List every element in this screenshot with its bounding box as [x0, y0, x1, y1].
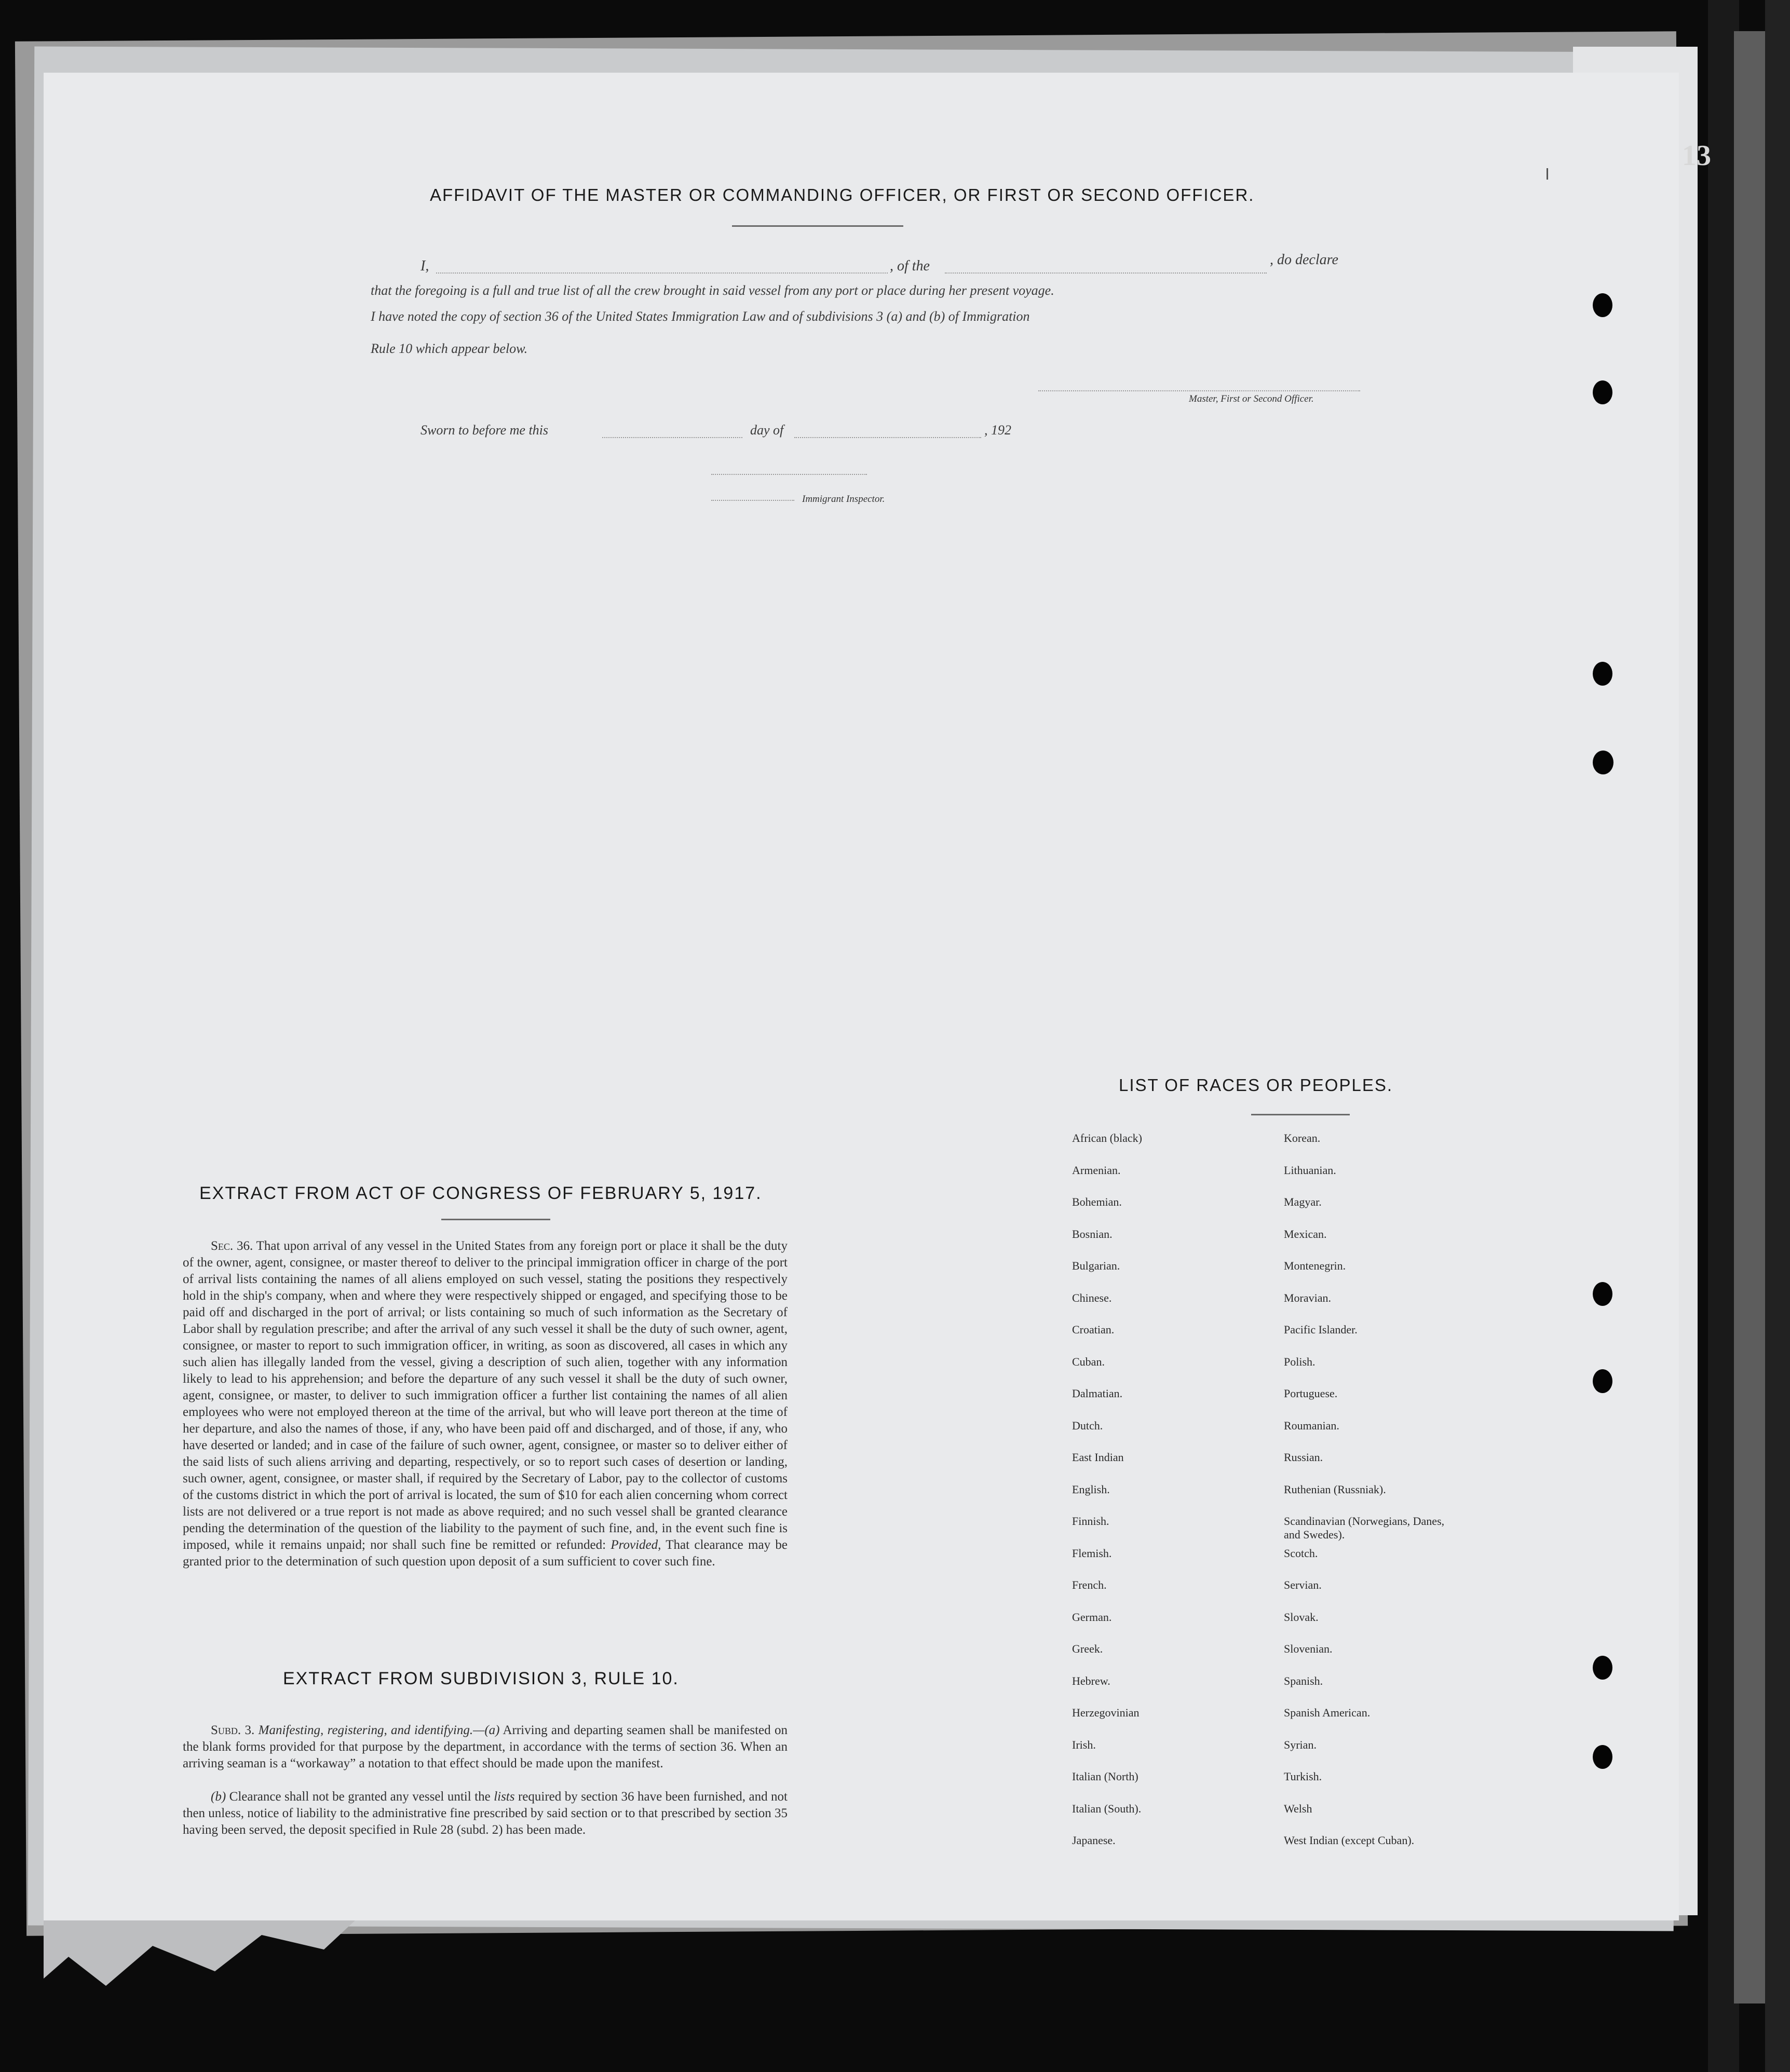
affidavit-of-the: , of the [890, 258, 930, 274]
punch-hole [1593, 751, 1613, 774]
affidavit-declare: , do declare [1270, 252, 1338, 268]
race-item: Dutch. [1072, 1419, 1103, 1432]
race-item: Russian. [1284, 1451, 1323, 1464]
punch-hole [1593, 1656, 1612, 1680]
race-item: Bulgarian. [1072, 1259, 1120, 1272]
master-caption: Master, First or Second Officer. [1189, 393, 1314, 404]
inspector-signature-blank-2[interactable] [711, 500, 794, 501]
race-item: Moravian. [1284, 1291, 1332, 1304]
name-blank[interactable] [436, 272, 888, 274]
race-item: Lithuanian. [1284, 1163, 1336, 1177]
subd-label: Subd. 3. [211, 1723, 255, 1737]
punch-hole [1593, 1369, 1612, 1393]
race-item: West Indian (except Cuban). [1284, 1834, 1415, 1847]
sworn-day-of: day of [750, 422, 784, 438]
race-item: Ruthenian (Russniak). [1284, 1482, 1386, 1496]
race-item: Scandinavian (Norwegians, Danes, and Swedes). [1284, 1515, 1445, 1541]
affidavit-body-2: I have noted the copy of section 36 of the United States Immigration Law and of subdivisions 3 (a) and (b) of Immigration [371, 309, 1030, 324]
race-item: Welsh [1284, 1802, 1312, 1815]
section-36-text [183, 1238, 788, 1570]
extract-act-rule [441, 1219, 550, 1220]
part-b-lists: lists [494, 1790, 515, 1804]
punch-hole [1593, 662, 1612, 686]
master-signature-blank[interactable] [1038, 390, 1360, 391]
race-item: English. [1072, 1482, 1110, 1496]
extract-act-title: EXTRACT FROM ACT OF CONGRESS OF FEBRUARY 5, 1917. [199, 1183, 762, 1203]
race-item: East Indian [1072, 1451, 1124, 1464]
race-item: Syrian. [1284, 1738, 1317, 1751]
race-item: Italian (South). [1072, 1802, 1142, 1815]
vessel-blank[interactable] [945, 272, 1267, 274]
race-item: Irish. [1072, 1738, 1096, 1751]
race-item: Flemish. [1072, 1546, 1112, 1560]
document-page [44, 73, 1679, 1920]
part-a-text: Arriving and departing seamen shall be manifested on the blank forms provided for that purpose by the department, in accordance with the terms of section 36. When an arriving seaman is a “workaway” a notation to that effect should be made upon the manifest. [183, 1723, 788, 1770]
race-item: Chinese. [1072, 1291, 1112, 1304]
race-item: Croatian. [1072, 1323, 1115, 1336]
extract-rule-title: EXTRACT FROM SUBDIVISION 3, RULE 10. [283, 1669, 679, 1688]
race-item: Magyar. [1284, 1195, 1322, 1208]
race-item: Greek. [1072, 1642, 1103, 1655]
sworn-day-blank[interactable] [602, 437, 742, 438]
punch-hole [1593, 1745, 1612, 1769]
race-item: Armenian. [1072, 1163, 1121, 1177]
races-title: LIST OF RACES OR PEOPLES. [1119, 1075, 1393, 1095]
race-item: Slovenian. [1284, 1642, 1333, 1655]
subd-heading: Manifesting, registering, and identifying. [258, 1723, 473, 1737]
binder-dark [1765, 0, 1790, 2072]
race-item: African (black) [1072, 1132, 1142, 1144]
sworn-month-blank[interactable] [794, 437, 981, 438]
inspector-signature-blank[interactable] [711, 474, 867, 475]
part-b-text-2: required by section 36 have been furnished, and not then unless, notice of liability to the administrative fine prescribed by said section or to that prescribed by section 35 having been served, the deposit specified in Rule 28 (subd. 2) has been made. [183, 1790, 788, 1837]
subdivision-b-text [183, 1789, 788, 1838]
punch-hole [1593, 380, 1612, 404]
race-item: Slovak. [1284, 1610, 1319, 1624]
race-item: Mexican. [1284, 1227, 1327, 1241]
race-item: Japanese. [1072, 1834, 1116, 1847]
affidavit-body-3: Rule 10 which appear below. [371, 341, 528, 356]
race-item: Hebrew. [1072, 1674, 1110, 1687]
punch-hole [1593, 293, 1612, 317]
affidavit-title-rule [732, 225, 903, 227]
torn-corner [44, 1920, 355, 1993]
punch-hole [1593, 1282, 1612, 1306]
section-label: Sec. 36. [211, 1239, 253, 1253]
race-item: Korean. [1284, 1132, 1321, 1144]
race-item: Roumanian. [1284, 1419, 1339, 1432]
part-b-label: (b) [211, 1790, 226, 1804]
section-body: That upon arrival of any vessel in the United States from any foreign port or place it shall be the duty of the owner, agent, consignee, or master thereof to deliver to the principal immigration officer in charge of the port of arrival lists containing the names of all aliens employed on such vessel, stating the positions they respectively hold in the ship's company, when and where they were respectively shipped or engaged, and specifying those to be paid off and discharged in the port of arrival; or lists containing so much of such information as the Secretary of Labor shall by regulation prescribe; and after the arrival of any such vessel it shall be the duty of such owner, agent, consignee, or master to report to such immigration officer, in writing, as soon as discovered, all cases in which any such alien has illegally landed from the vessel, giving a description of such alien, together with any information likely to lead to his apprehension; and before the departure of any such vessel it shall be the duty of such owner, agent, consignee, or master, to deliver to such immigration officer a further list containing the names of all alien employees who were not employed thereon at the time of the arrival, but who will leave port thereon at the time of her departure, and also the names of those, if any, who have been paid off and discharged, and of those, if any, who have deserted or landed; and in case of the failure of such owner, agent, consignee, or master so to deliver either of the said lists of such aliens arriving and departing, respectively, or so to report such cases of desertion or landing, such owner, agent, consignee, or master shall, if required by the Secretary of Labor, pay to the collector of customs of the customs district in which the port of arrival is located, the sum of $10 for each alien concerning whom correct lists are not delivered or a true report is not made as above required; and no such vessel shall be granted clearance pending the determination of the question of the liability to the payment of such fine, and, in the event such fine is imposed, while it remains unpaid; nor shall such fine be remitted or refunded: [183, 1239, 788, 1552]
race-item: Finnish. [1072, 1515, 1109, 1528]
race-item: Servian. [1284, 1578, 1322, 1591]
race-item: Dalmatian. [1072, 1387, 1123, 1400]
race-item: Scotch. [1284, 1546, 1318, 1560]
race-item: Pacific Islander. [1284, 1323, 1358, 1336]
race-item: Cuban. [1072, 1355, 1105, 1368]
subdivision-a-text [183, 1722, 788, 1772]
race-item: Polish. [1284, 1355, 1316, 1368]
race-item: Portuguese. [1284, 1387, 1338, 1400]
race-item: Spanish. [1284, 1674, 1323, 1687]
part-a-label: —(a) [473, 1723, 500, 1737]
races-title-rule [1251, 1114, 1350, 1115]
affidavit-i: I, [421, 258, 429, 274]
affidavit-body-1: that the foregoing is a full and true list of all the crew brought in said vessel from any port or place during her present voyage. [371, 283, 1054, 298]
affidavit-title: AFFIDAVIT OF THE MASTER OR COMMANDING OFFICER, OR FIRST OR SECOND OFFICER. [430, 185, 1255, 205]
race-item: Italian (North) [1072, 1770, 1138, 1783]
margin-tick [1547, 168, 1548, 180]
race-item: Turkish. [1284, 1770, 1322, 1783]
proviso-text: That clearance may be granted prior to the determination of such question upon deposit of a sum sufficient to cover such fine. [183, 1538, 788, 1569]
sworn-prefix: Sworn to before me this [421, 422, 549, 438]
race-item: Montenegrin. [1284, 1259, 1346, 1272]
race-item: Spanish American. [1284, 1706, 1371, 1719]
proviso-label: Provided, [611, 1538, 661, 1552]
race-item: Bosnian. [1072, 1227, 1113, 1241]
inspector-caption: Immigrant Inspector. [802, 494, 885, 505]
page-number: 13 [1682, 140, 1711, 172]
race-item: French. [1072, 1578, 1107, 1591]
sworn-year: , 192 [984, 422, 1011, 438]
race-item: Bohemian. [1072, 1195, 1122, 1208]
part-b-text-1: Clearance shall not be granted any vessel until the [229, 1790, 491, 1804]
race-item: Herzegovinian [1072, 1706, 1140, 1719]
race-item: German. [1072, 1610, 1112, 1624]
